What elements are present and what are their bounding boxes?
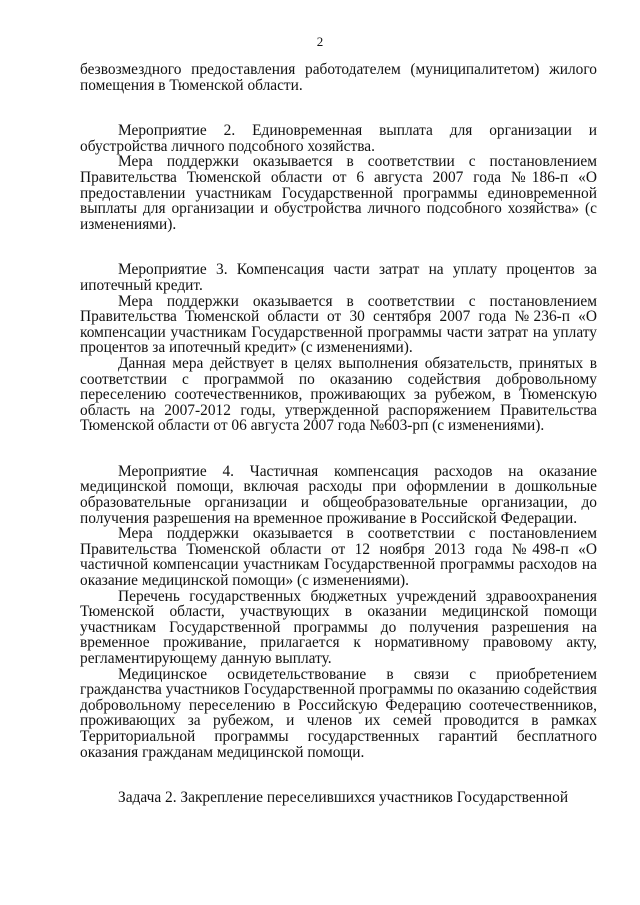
paragraph-continuation: безвозмездного предоставления работодателем (муниципалитетом) жилого помещения в Тюменской области. (80, 61, 597, 94)
measure-2-basis: Мера поддержки оказывается в соответствии с постановлением Правительства Тюменской области от 6 августа 2007 года №186-п «О предоставлении участникам Государственной программы единовременной выплаты для организации и обустройства личного подсобного хозяйства» (с изменениями). (80, 153, 597, 233)
page-number: 2 (316, 34, 324, 49)
document-body (80, 62, 597, 806)
measure-4-medical-exam: Медицинское освидетельствование в связи с приобретением гражданства участников Государственной программы по оказанию содействия добровольному переселению в Российскую Федерацию соотечественников, проживающих за рубежом, и членов их семей проводится в рамках Территориальной программы государственных гарантий бесплатного оказания гражданам медицинской помощи. (80, 665, 597, 761)
paragraph-gap (80, 93, 597, 123)
measure-4-heading: Мероприятие 4. Частичная компенсация расходов на оказание медицинской помощи, включая расходы при оформлении в дошкольные образовательные организации и общеобразовательные организации, до получения разрешения на временное проживание в Российской Федерации. (80, 462, 597, 527)
measure-3-basis: Мера поддержки оказывается в соответствии с постановлением Правительства Тюменской области от 30 сентября 2007 года №236-п «О компенсации участникам Государственной программы части затрат на уплату процентов за ипотечный кредит» (с изменениями). (80, 292, 597, 357)
paragraph-gap (80, 434, 597, 464)
measure-3-heading: Мероприятие 3. Компенсация части затрат на уплату процентов за ипотечный кредит. (80, 261, 597, 294)
measure-4-basis: Мера поддержки оказывается в соответствии с постановлением Правительства Тюменской области от 12 ноября 2013 года №498-п «О частичной компенсации участникам Государственной программы расходов на оказание медицинской помощи» (с изменениями). (80, 525, 597, 590)
task-2-heading: Задача 2. Закрепление переселившихся участников Государственной (118, 789, 569, 807)
measure-2-heading: Мероприятие 2. Единовременная выплата для организации и обустройства личного подсобного хозяйства. (80, 122, 597, 155)
paragraph-gap (80, 760, 597, 790)
paragraph-gap (80, 232, 597, 262)
measure-3-note: Данная мера действует в целях выполнения обязательств, принятых в соответствии с программой по оказанию содействия добровольному переселению соотечественников, проживающих за рубежом, в Тюменскую область на 2007-2012 годы, утвержденной распоряжением Правительства Тюменской области от 06 августа 2007 года №603-рп (с изменениями). (80, 354, 597, 435)
measure-4-institutions: Перечень государственных бюджетных учреждений здравоохранения Тюменской области, участвующих в оказании медицинской помощи участникам Государственной программы до получения разрешения на временное проживание, прилагается к нормативному правовому акту, регламентирующему данную выплату. (80, 587, 597, 667)
